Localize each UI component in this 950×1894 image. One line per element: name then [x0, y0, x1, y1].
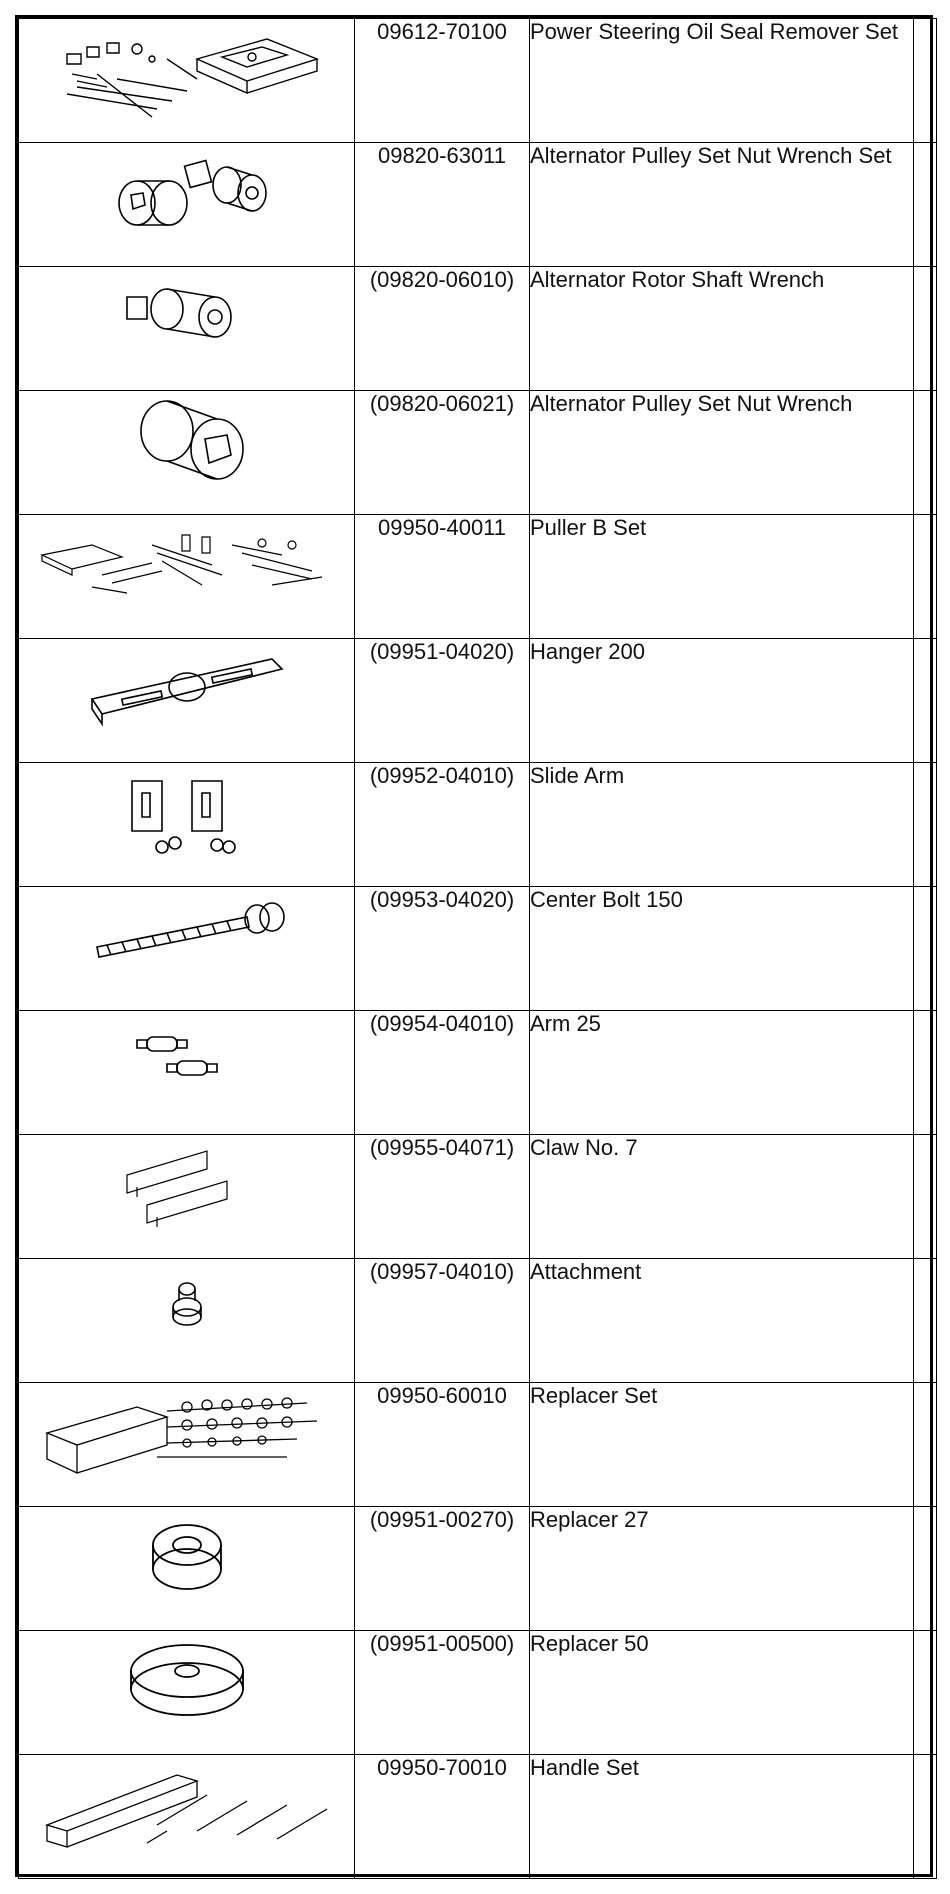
seal-remover-set-icon: [37, 19, 337, 119]
replacer-27-icon: [117, 1507, 257, 1607]
pulley-nut-wrench-icon: [87, 391, 287, 491]
tool-name: Claw No. 7: [530, 1135, 914, 1259]
pulley-wrench-set-icon: [87, 143, 287, 243]
part-number: 09820-63011: [355, 143, 530, 267]
attachment-icon: [127, 1259, 247, 1339]
special-tools-table: [18, 18, 937, 1879]
part-number: (09953-04020): [355, 887, 530, 1011]
rotor-shaft-wrench-icon: [87, 267, 287, 357]
part-number: (09954-04010): [355, 1011, 530, 1135]
tool-name: Attachment: [530, 1259, 914, 1383]
part-number: 09612-70100: [355, 19, 530, 143]
claw-icon: [97, 1135, 277, 1235]
table-row: [19, 143, 937, 267]
table-row: [19, 887, 937, 1011]
part-number: (09820-06021): [355, 391, 530, 515]
tool-name: Arm 25: [530, 1011, 914, 1135]
table-row: [19, 1631, 937, 1755]
tool-name: Power Steering Oil Seal Remover Set: [530, 19, 914, 143]
tool-name: Puller B Set: [530, 515, 914, 639]
replacer-50-icon: [87, 1631, 287, 1731]
part-number: (09952-04010): [355, 763, 530, 887]
handle-set-icon: [37, 1755, 337, 1855]
table-row: [19, 515, 937, 639]
hanger-icon: [72, 639, 302, 729]
tool-name: Alternator Pulley Set Nut Wrench Set: [530, 143, 914, 267]
part-number: 09950-70010: [355, 1755, 530, 1879]
table-row: [19, 763, 937, 887]
part-number: 09950-40011: [355, 515, 530, 639]
table-row: [19, 19, 937, 143]
tool-name: Hanger 200: [530, 639, 914, 763]
table-row: [19, 267, 937, 391]
arm-icon: [107, 1011, 267, 1091]
tool-name: Alternator Pulley Set Nut Wrench: [530, 391, 914, 515]
table-row: [19, 1259, 937, 1383]
tool-name: Replacer 50: [530, 1631, 914, 1755]
part-number: (09955-04071): [355, 1135, 530, 1259]
tool-name: Center Bolt 150: [530, 887, 914, 1011]
puller-set-icon: [32, 515, 342, 605]
table-row: [19, 1011, 937, 1135]
table-row: [19, 1383, 937, 1507]
part-number: (09951-00500): [355, 1631, 530, 1755]
part-number: (09951-00270): [355, 1507, 530, 1631]
table-row: [19, 639, 937, 763]
part-number: (09951-04020): [355, 639, 530, 763]
tool-name: Alternator Rotor Shaft Wrench: [530, 267, 914, 391]
table-row: [19, 391, 937, 515]
tool-name: Replacer 27: [530, 1507, 914, 1631]
center-bolt-icon: [77, 887, 297, 967]
part-number: 09950-60010: [355, 1383, 530, 1507]
tool-name: Replacer Set: [530, 1383, 914, 1507]
part-number: (09820-06010): [355, 267, 530, 391]
part-number: (09957-04010): [355, 1259, 530, 1383]
table-row: [19, 1755, 937, 1879]
table-row: [19, 1507, 937, 1631]
special-tools-table-frame: [15, 15, 933, 1877]
slide-arm-icon: [87, 763, 287, 863]
replacer-set-icon: [37, 1383, 337, 1483]
tool-name: Slide Arm: [530, 763, 914, 887]
table-row: [19, 1135, 937, 1259]
tool-name: Handle Set: [530, 1755, 914, 1879]
